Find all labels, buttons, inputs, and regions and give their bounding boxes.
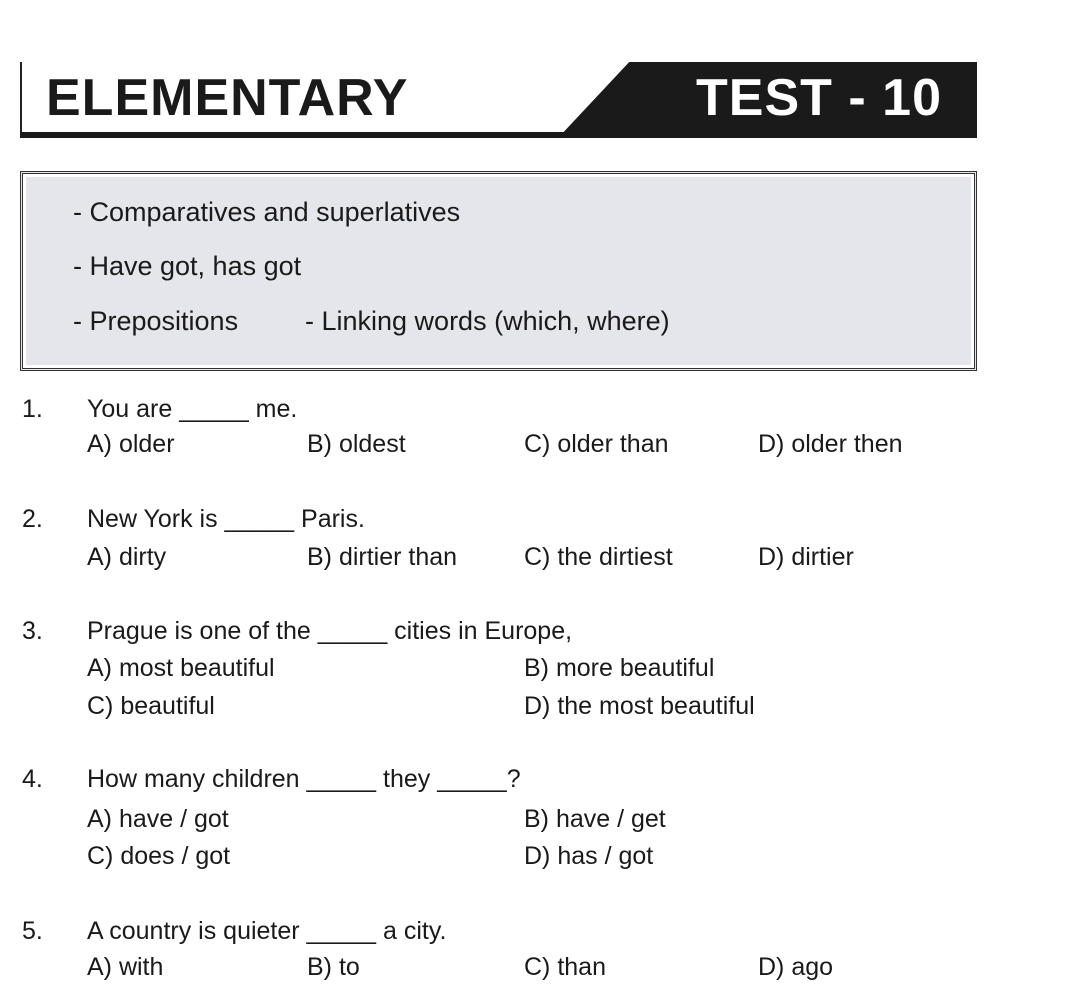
option-d[interactable]: D) dirtier	[758, 543, 854, 571]
option-b[interactable]: B) to	[307, 953, 360, 981]
option-b[interactable]: B) oldest	[307, 430, 406, 458]
topic: - Linking words (which, where)	[305, 306, 670, 336]
option-c[interactable]: C) the dirtiest	[524, 543, 673, 571]
header-rule-bottom	[20, 132, 580, 138]
option-d[interactable]: D) older then	[758, 430, 903, 458]
option-d[interactable]: D) the most beautiful	[524, 692, 755, 720]
question-number: 5.	[22, 917, 43, 945]
question-text: Prague is one of the _____ cities in Europe,	[87, 617, 573, 645]
question-number: 3.	[22, 617, 43, 645]
question-text: How many children _____ they _____?	[87, 765, 521, 793]
question-number: 4.	[22, 765, 43, 793]
question-number: 1.	[22, 395, 43, 423]
option-c[interactable]: C) older than	[524, 430, 669, 458]
option-a[interactable]: A) have / got	[87, 805, 229, 833]
question-text: You are _____ me.	[87, 395, 298, 423]
question-number: 2.	[22, 505, 43, 533]
topic: - Comparatives and superlatives	[73, 197, 461, 227]
topic: - Prepositions	[73, 306, 239, 336]
option-b[interactable]: B) more beautiful	[524, 654, 715, 682]
option-d[interactable]: D) ago	[758, 953, 834, 981]
option-d[interactable]: D) has / got	[524, 842, 654, 870]
option-a[interactable]: A) most beautiful	[87, 654, 275, 682]
option-a[interactable]: A) with	[87, 953, 164, 981]
test-number: TEST - 10	[696, 69, 942, 127]
question-text: A country is quieter _____ a city.	[87, 917, 447, 945]
page-title: ELEMENTARY	[46, 69, 409, 127]
option-c[interactable]: C) than	[524, 953, 606, 981]
option-b[interactable]: B) have / get	[524, 805, 666, 833]
option-b[interactable]: B) dirtier than	[307, 543, 458, 571]
option-a[interactable]: A) dirty	[87, 543, 167, 571]
question-text: New York is _____ Paris.	[87, 505, 365, 533]
topic: - Have got, has got	[73, 251, 302, 281]
header-rule-left	[20, 62, 22, 138]
option-c[interactable]: C) does / got	[87, 842, 231, 870]
option-c[interactable]: C) beautiful	[87, 692, 215, 720]
option-a[interactable]: A) older	[87, 430, 175, 458]
